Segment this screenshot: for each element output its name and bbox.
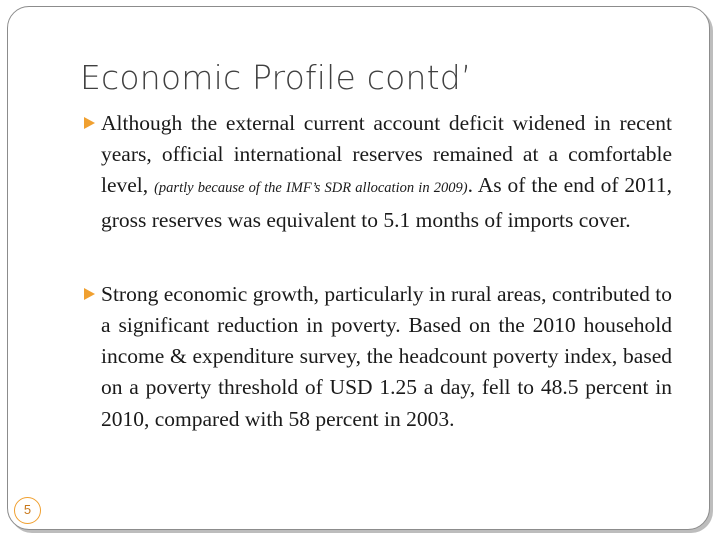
bullet-text-start: Although the external current account deficit widened in recent years, official international reserves remained at a comfortable level, (101, 111, 672, 198)
slide-title: Economic Profile contd’ (80, 58, 472, 97)
bullet-note: (partly because of the IMF’s SDR allocation in 2009) (154, 180, 468, 197)
bullet-item-poverty (84, 279, 672, 435)
bullet-text: Strong economic growth, particularly in rural areas, contributed to a significant reduction in poverty. Based on the 2010 household income & expenditure survey, the headcount poverty index, based on a poverty threshold of USD 1.25 a day, fell to 48.5 percent in 2010, compared with 58 percent in 2003. (101, 281, 672, 431)
bullet-item-reserves (84, 108, 672, 236)
bullet-triangle-icon (84, 117, 95, 129)
slide-body (84, 108, 672, 435)
bullet-text-end: . As of the end of 2011, gross reserves was equivalent to 5.1 months of imports cover. (101, 173, 672, 232)
slide-number-badge: 5 (14, 497, 41, 524)
bullet-triangle-icon (84, 288, 95, 300)
